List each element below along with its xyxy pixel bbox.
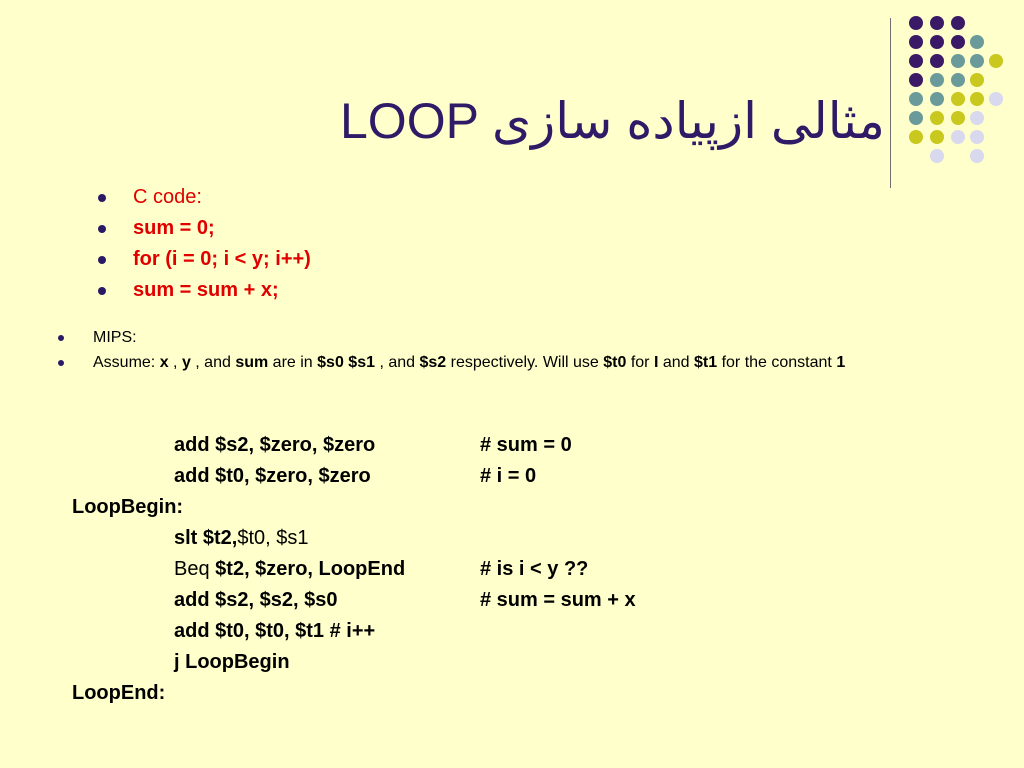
asm-comment: # is i < y ?? [480,558,589,580]
asm-beq-args: $t2, $zero, LoopEnd [215,558,406,580]
assume-text: , and [190,354,236,371]
mips-list [58,328,958,378]
assume-var-y: y [181,354,191,371]
asm-label-loop-end: LoopEnd: [72,682,166,704]
decor-dot [909,16,923,30]
decor-dot [951,35,965,49]
decor-dot [930,111,944,125]
decor-dot [970,111,984,125]
decor-dot [970,92,984,106]
asm-line-beq [174,555,405,583]
decor-dot [909,92,923,106]
decor-dot [909,130,923,144]
asm-line: add $s2, $zero, $zero [174,434,376,456]
assume-reg-s0-s1: $s0 $s1 [317,354,375,371]
c-code-heading: C code: [98,182,311,213]
decor-dot [951,54,965,68]
assume-constant: 1 [836,354,846,371]
decor-dot [909,111,923,125]
asm-slt-bold: slt $t2, [174,527,238,549]
mips-heading: MIPS: [58,328,958,347]
assume-text: are in [268,354,318,371]
assume-text: , and [375,354,420,371]
assume-var-x: x [159,354,169,371]
decor-dot [930,73,944,87]
assume-text: , [168,354,182,371]
asm-beq-op: Beq [174,558,216,580]
assume-text: and [658,354,694,371]
decor-dot [951,92,965,106]
decor-dot [951,130,965,144]
slide-title: LOOP مثالی ازپیاده سازی [340,93,885,149]
asm-comment: # i = 0 [480,465,537,487]
decor-dot [989,92,1003,106]
decor-dot [970,35,984,49]
c-code-line: for (i = 0; i < y; i++) [98,244,311,275]
assume-text: Assume: [93,354,160,371]
decor-dot [909,54,923,68]
assume-reg-t0: $t0 [603,354,627,371]
asm-line: add $t0, $zero, $zero [174,465,371,487]
decor-dot [930,16,944,30]
c-code-list [98,182,311,306]
title-divider [890,18,891,188]
decor-dot [970,130,984,144]
decor-dot [930,35,944,49]
assume-var-sum: sum [235,354,269,371]
asm-slt-rest: $t0, $s1 [237,527,309,549]
decor-dot [909,73,923,87]
decor-dot [951,16,965,30]
assume-text: respectively. Will use [446,354,604,371]
decor-dot [909,35,923,49]
asm-comment: # sum = sum + x [480,589,636,611]
assume-var-i: I [653,354,659,371]
decor-dot [930,92,944,106]
decor-dot [970,54,984,68]
decor-dot [930,149,944,163]
decor-dot [970,73,984,87]
asm-comment: # sum = 0 [480,434,572,456]
c-code-line: sum = 0; [98,213,311,244]
asm-line: j LoopBegin [174,651,290,673]
assume-text: for [626,354,654,371]
asm-line: add $s2, $s2, $s0 [174,589,338,611]
assume-reg-t1: $t1 [694,354,718,371]
c-code-line: sum = sum + x; [98,275,311,306]
decor-dot [930,130,944,144]
asm-label-loop-begin: LoopBegin: [72,496,184,518]
decor-dot [989,54,1003,68]
decor-dot [951,111,965,125]
asm-line: add $t0, $t0, $t1 # i++ [174,620,376,642]
decor-dot [951,73,965,87]
assume-reg-s2: $s2 [419,354,447,371]
assume-paragraph [58,353,958,372]
decor-dot [930,54,944,68]
decor-dot [970,149,984,163]
assume-text: for the constant [717,354,837,371]
asm-line-slt [174,524,309,552]
